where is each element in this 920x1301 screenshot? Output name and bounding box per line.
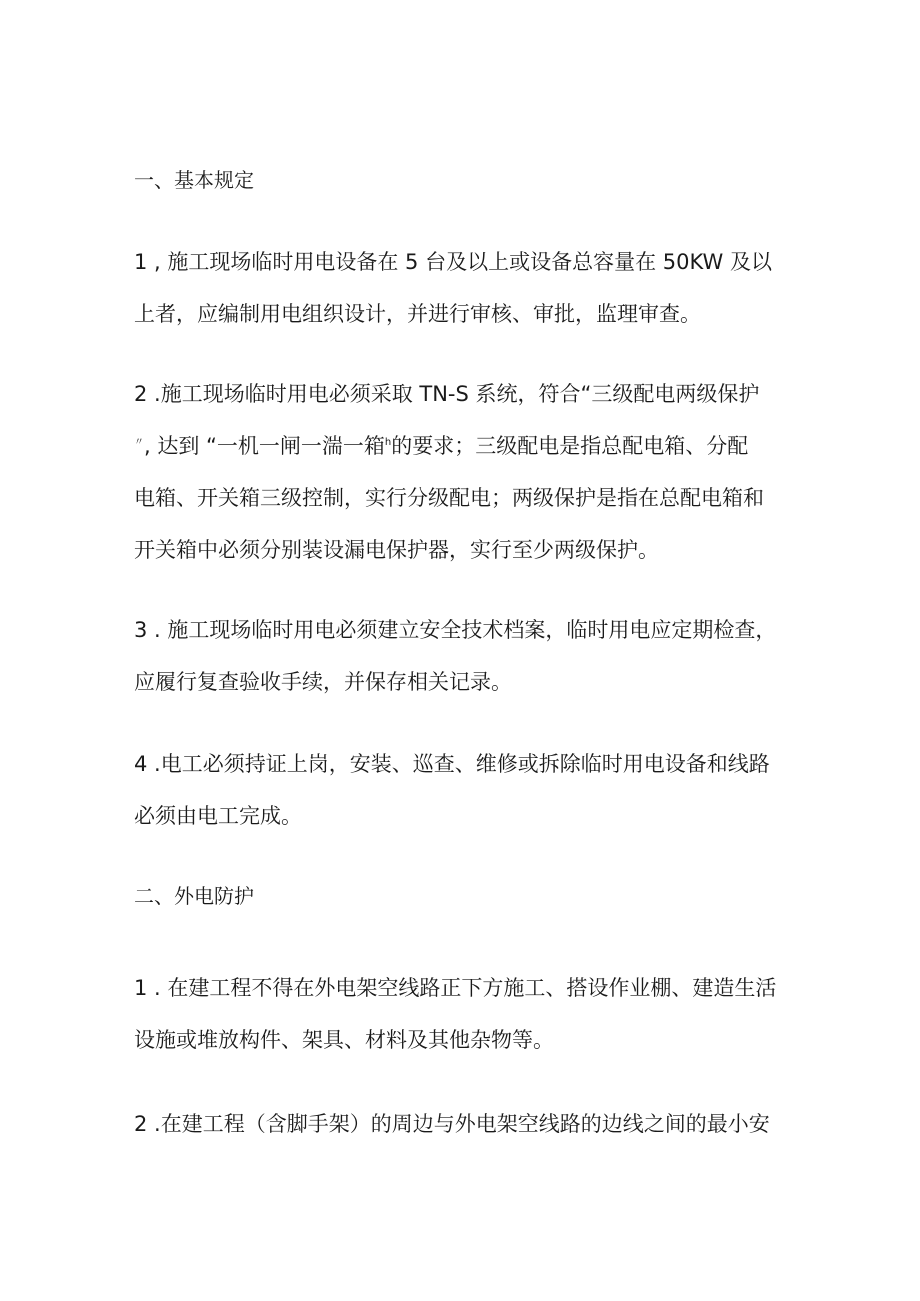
text-span: , 达到 “一机一闸一湍一箱 <box>144 434 385 458</box>
paragraph-line: 1 . 在建工程不得在外电架空线路正下方施工、搭设作业棚、建造生活 <box>134 976 777 1000</box>
paragraph-line: 应履行复查验收手续，并保存相关记录。 <box>134 670 512 694</box>
paragraph-line: 设施或堆放构件、架具、材料及其他杂物等。 <box>134 1028 554 1052</box>
paragraph-line: 2 .施工现场临时用电必须采取 TN-S 系统，符合“三级配电两级保护 <box>134 382 760 406</box>
paragraph-line: 电箱、开关箱三级控制，实行分级配电；两级保护是指在总配电箱和 <box>134 486 764 510</box>
section-heading-basic-rules: 一、基本规定 <box>134 168 254 192</box>
paragraph-2-1 <box>134 962 802 1066</box>
text-span: 的要求；三级配电是指总配电箱、分配 <box>391 434 749 458</box>
paragraph-line: 必须由电工完成。 <box>134 804 302 828</box>
paragraph-line: 1 , 施工现场临时用电设备在 5 台及以上或设备总容量在 50KW 及以 <box>134 250 772 274</box>
paragraph-1-1 <box>134 236 802 340</box>
paragraph-1-2 <box>134 368 802 576</box>
paragraph-line <box>134 420 802 472</box>
paragraph-2-2 <box>134 1098 802 1150</box>
quote-mark: 〃 <box>134 437 144 448</box>
paragraph-1-4 <box>134 738 802 842</box>
paragraph-line: 3 . 施工现场临时用电必须建立安全技术档案，临时用电应定期检查， <box>134 618 777 642</box>
section-heading-external-power-protection: 二、外电防护 <box>134 884 254 908</box>
quote-mark: h <box>384 437 392 448</box>
paragraph-line: 开关箱中必须分别装设漏电保护器，实行至少两级保护。 <box>134 538 659 562</box>
paragraph-line: 2 .在建工程（含脚手架）的周边与外电架空线路的边线之间的最小安 <box>134 1112 770 1136</box>
paragraph-line: 上者，应编制用电组织设计，并进行审核、审批，监理审查。 <box>134 302 701 326</box>
paragraph-line: 4 .电工必须持证上岗，安装、巡查、维修或拆除临时用电设备和线路 <box>134 752 770 776</box>
paragraph-1-3 <box>134 604 802 708</box>
